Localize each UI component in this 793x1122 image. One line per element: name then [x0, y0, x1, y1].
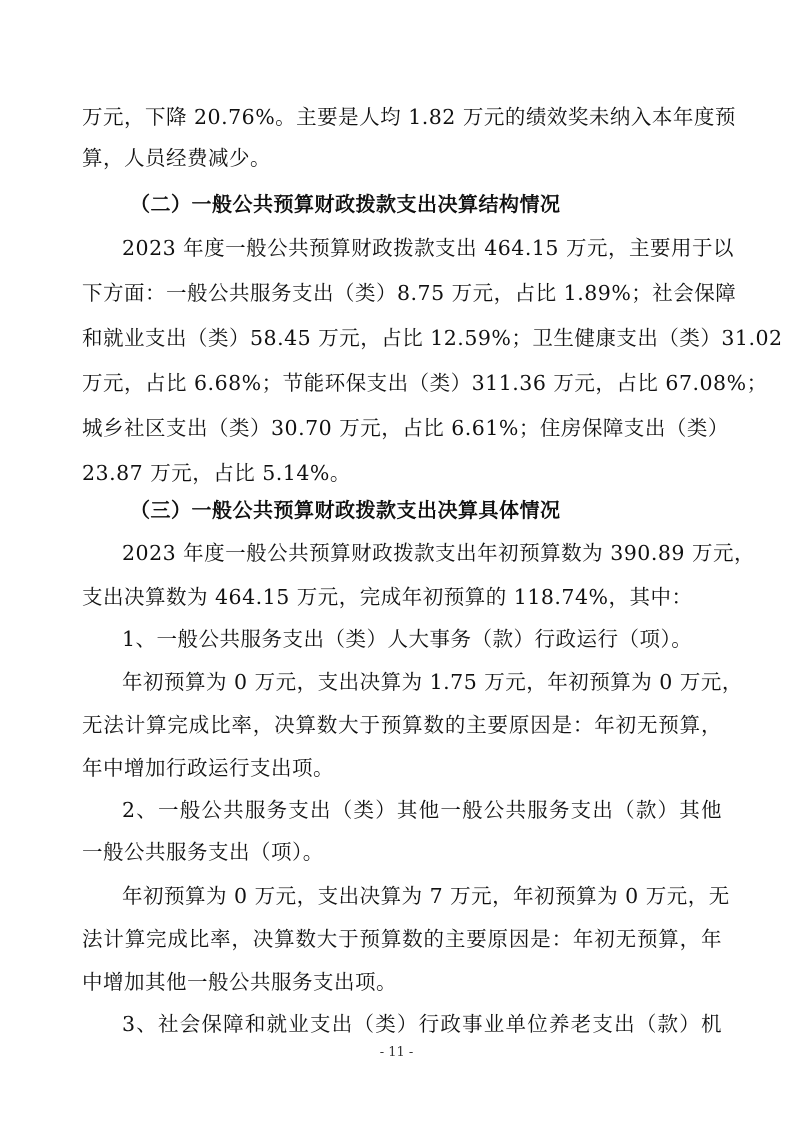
paragraph-line: 中增加其他一般公共服务支出项。	[82, 970, 397, 994]
paragraph-line: 年初预算为 0 万元，支出决算为 1.75 万元，年初预算为 0 万元，	[122, 670, 743, 694]
paragraph-line: 下方面：一般公共服务支出（类）8.75 万元，占比 1.89%；社会保障	[82, 281, 737, 305]
paragraph-line: 2023 年度一般公共预算财政拨款支出 464.15 万元，主要用于以	[122, 236, 734, 260]
paragraph-line: 算，人员经费减少。	[82, 146, 271, 170]
paragraph-line: 一般公共服务支出（项）。	[82, 840, 324, 864]
paragraph-line: 万元，占比 6.68%；节能环保支出（类）311.36 万元，占比 67.08%；	[82, 371, 768, 395]
paragraph-line: 年初预算为 0 万元，支出决算为 7 万元，年初预算为 0 万元，无	[122, 884, 730, 908]
paragraph-line: 和就业支出（类）58.45 万元，占比 12.59%；卫生健康支出（类）31.02	[82, 326, 783, 350]
item-title: 1、一般公共服务支出（类）人大事务（款）行政运行（项）。	[122, 627, 693, 651]
paragraph-line: 支出决算数为 464.15 万元，完成年初预算的 118.74%，其中：	[82, 585, 693, 609]
paragraph-line: 万元，下降 20.76%。主要是人均 1.82 万元的绩效奖未纳入本年度预	[82, 105, 736, 129]
item-title: 3、社会保障和就业支出（类）行政事业单位养老支出（款）机	[122, 1012, 722, 1036]
paragraph-line: 无法计算完成比率，决算数大于预算数的主要原因是：年初无预算，	[82, 713, 722, 737]
paragraph-line: 城乡社区支出（类）30.70 万元，占比 6.61%；住房保障支出（类）	[82, 416, 729, 440]
section-heading-2: （二）一般公共预算财政拨款支出决算结构情况	[130, 192, 561, 216]
paragraph-line: 法计算完成比率，决算数大于预算数的主要原因是：年初无预算，年	[82, 927, 722, 951]
paragraph-line: 年中增加行政运行支出项。	[82, 756, 334, 780]
page-number: - 11 -	[379, 1045, 414, 1060]
paragraph-line: 2023 年度一般公共预算财政拨款支出年初预算数为 390.89 万元，	[122, 541, 755, 565]
section-heading-3: （三）一般公共预算财政拨款支出决算具体情况	[130, 498, 561, 522]
item-title: 2、一般公共服务支出（类）其他一般公共服务支出（款）其他	[122, 798, 722, 822]
paragraph-line: 23.87 万元，占比 5.14%。	[82, 461, 351, 485]
